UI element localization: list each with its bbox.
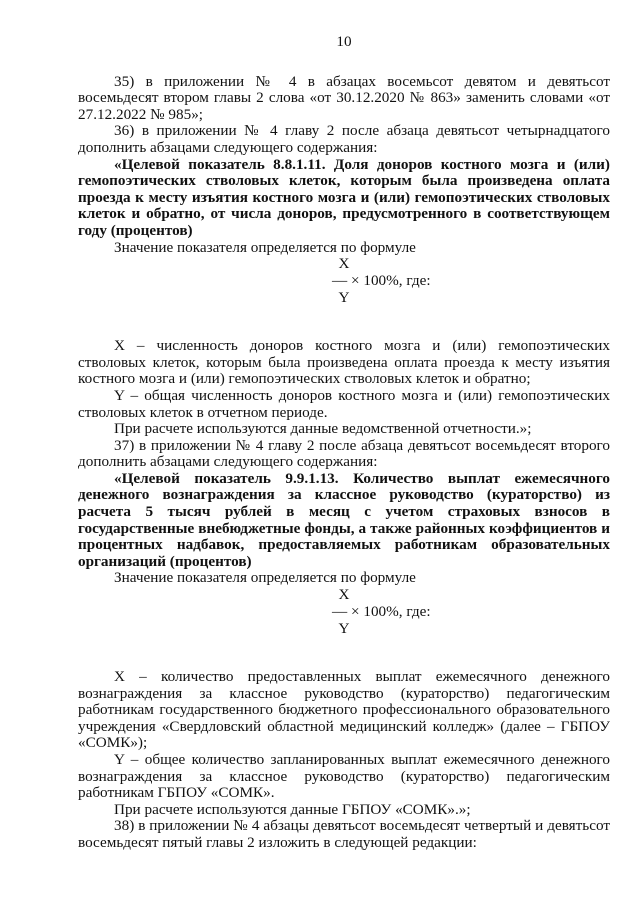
formula-2 xyxy=(78,587,610,637)
indicator-9-9-1-13-title: «Целевой показатель 9.9.1.13. Количество выплат ежемесячного денежного вознаграждения за классное руководство (кураторство) из расчета 5 тысяч рублей в месяц с учетом страховых взносов в государственные внебюджетные фонды, а также районных коэффициентов и процентных надбавок, предоставляемых работникам образовательных организаций (процентов) xyxy=(78,469,610,570)
page-number: 10 xyxy=(336,33,352,50)
formula-intro-2: Значение показателя определяется по формуле xyxy=(114,569,416,587)
indicator-2-data-source: При расчете используются данные ГБПОУ «СОМК».»; xyxy=(114,800,471,818)
paragraph-38: 38) в приложении № 4 абзацы девятьсот восемьдесят четвертый и девятьсот восемьдесят пятый главы 2 изложить в следующей редакции: xyxy=(78,817,610,851)
spacer xyxy=(78,637,610,669)
formula-1-denominator: Y xyxy=(338,289,350,307)
formula-1 xyxy=(78,256,610,306)
indicator-1-data-source: При расчете используются данные ведомственной отчетности.»; xyxy=(114,420,532,438)
paragraph-36: 36) в приложении № 4 главу 2 после абзаца девятьсот четырнадцатого дополнить абзацами следующего содержания: xyxy=(78,122,610,156)
formula-intro-1: Значение показателя определяется по формуле xyxy=(114,238,416,256)
formula-2-denominator: Y xyxy=(338,620,350,638)
formula-1-numerator: X xyxy=(338,255,350,273)
formula-2-fraction-line: — × 100%, где: xyxy=(332,603,431,621)
indicator-1-x-definition: X – численность доноров костного мозга и (или) гемопоэтических стволовых клеток, которым была произведена оплата проезда к месту изъятия костного мозга и (или) гемопоэтических стволовых клеток и обратно; xyxy=(78,337,610,388)
paragraph-35: 35) в приложении № 4 в абзацах восемьсот девятом и девятьсот восемьдесят втором главы 2 слова «от 30.12.2020 № 863» заменить словами «от 27.12.2022 № 985»; xyxy=(78,72,610,123)
spacer xyxy=(78,306,610,338)
formula-1-fraction-line: — × 100%, где: xyxy=(332,272,431,290)
indicator-1-y-definition: Y – общая численность доноров костного мозга и (или) гемопоэтических стволовых клеток в отчетном периоде. xyxy=(78,386,610,421)
indicator-2-y-definition: Y – общее количество запланированных выплат ежемесячного денежного вознаграждения за классное руководство (кураторство) педагогическим работникам ГБПОУ «СОМК». xyxy=(78,751,610,802)
document-page xyxy=(78,34,610,852)
indicator-8-8-1-11-title: «Целевой показатель 8.8.1.11. Доля доноров костного мозга и (или) гемопоэтических стволовых клеток, которым была произведена оплата проезда к месту изъятия костного мозга и (или) гемопоэтических стволовых клеток и обратно, от числа доноров, предусмотренного в соответствующем году (процентов) xyxy=(78,155,610,239)
indicator-2-x-definition: X – количество предоставленных выплат ежемесячного денежного вознаграждения за классное руководство (кураторство) педагогическим работникам государственного бюджетного профессионального образовательного учреждения «Свердловский областной медицинский колледж» (далее – ГБПОУ «СОМК»); xyxy=(78,668,610,752)
formula-2-numerator: X xyxy=(338,586,350,604)
paragraph-37: 37) в приложении № 4 главу 2 после абзаца девятьсот восемьдесят второго дополнить абзацами следующего содержания: xyxy=(78,436,610,471)
